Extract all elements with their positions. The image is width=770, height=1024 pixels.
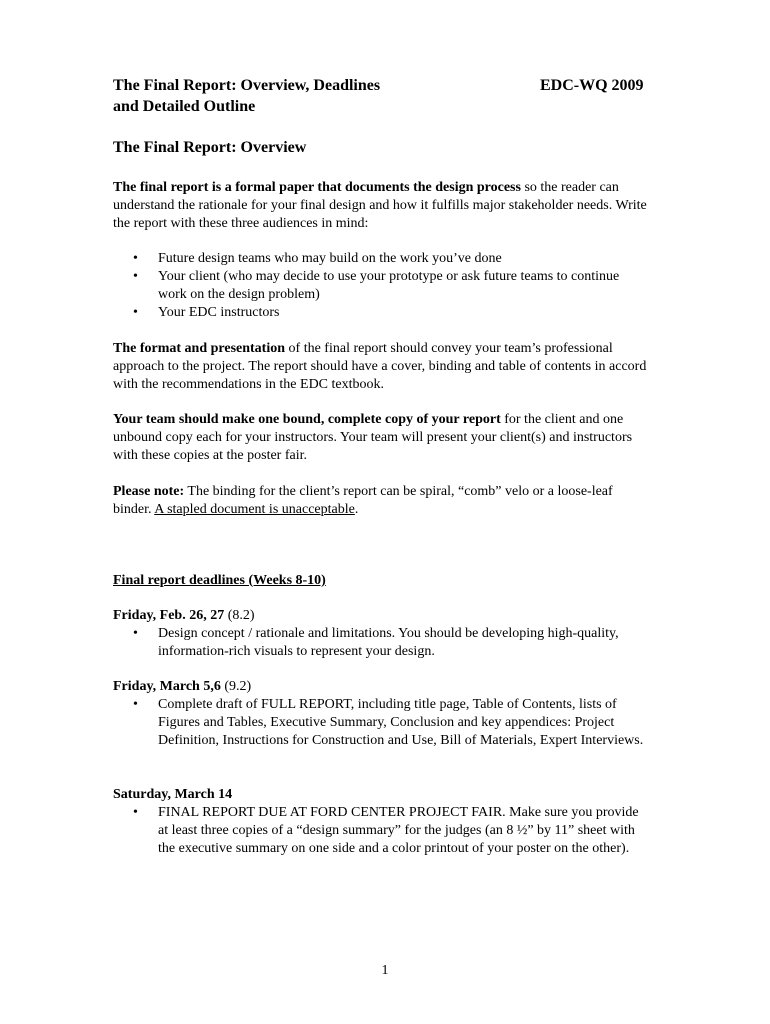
overview-paragraph-3 — [113, 411, 658, 465]
list-item: • Your client (who may decide to use your prototype or ask future teams to continue work on the design problem) — [113, 268, 633, 304]
deadline-tasks — [113, 696, 648, 750]
deadline-week: (8.2) — [224, 608, 255, 623]
list-item: • Future design teams who may build on the work you’ve done — [113, 250, 633, 268]
deadline-tasks — [113, 804, 648, 858]
p3-bold-text: Your team should make one bound, complete copy of your report — [113, 412, 501, 427]
title-line-1: The Final Report: Overview, Deadlines — [113, 77, 381, 94]
list-item: • Your EDC instructors — [113, 304, 633, 322]
deadline-date: Friday, Feb. 26, 27 — [113, 608, 225, 623]
document-title — [113, 75, 433, 117]
note-underlined-text: A stapled document is unacceptable — [154, 502, 355, 517]
deadline-date: Saturday, March 14 — [113, 787, 233, 802]
overview-heading: The Final Report: Overview — [113, 139, 307, 156]
overview-paragraph-1 — [113, 179, 658, 233]
note-label: Please note: — [113, 484, 185, 499]
deadlines-heading — [113, 572, 326, 590]
deadline-item-2 — [113, 678, 648, 750]
please-note — [113, 483, 648, 519]
deadlines-heading-text: Final report deadlines (Weeks 8-10) — [113, 573, 326, 588]
note-end: . — [354, 502, 359, 517]
p2-text: of the final report should convey your team’s professional approach to the project. The report should have a cover, binding and table of contents in accord with the recommendations in the EDC textbook. — [113, 341, 647, 392]
list-item: • FINAL REPORT DUE AT FORD CENTER PROJECT FAIR. Make sure you provide at least three copies of a “design summary” for the judges (an 8 ½” by 11” sheet with the executive summary on one side and a color printout of your poster on the other). — [113, 804, 648, 858]
note-text: The binding for the client’s report can be spiral, “comb” velo or a loose-leaf binder. — [113, 484, 613, 517]
deadline-tasks — [113, 625, 648, 661]
p3-text: for the client and one unbound copy each for your instructors. Your team will present your client(s) and instructors with these copies at the poster fair. — [113, 412, 633, 463]
list-item: • Complete draft of FULL REPORT, including title page, Table of Contents, lists of Figures and Tables, Executive Summary, Conclusion and key appendices: Project Definition, Instructions for Construction and Use, Bill of Materials, Expert Interviews. — [113, 696, 648, 750]
course-code: EDC-WQ 2009 — [540, 77, 644, 94]
p2-bold-text: The format and presentation — [113, 341, 286, 356]
list-item: • Design concept / rationale and limitations. You should be developing high-quality, information-rich visuals to represent your design. — [113, 625, 648, 661]
deadline-item-3 — [113, 786, 648, 858]
p1-bold-text: The final report is a formal paper that documents the design process — [113, 180, 521, 195]
deadline-item-1 — [113, 607, 648, 661]
deadline-week: (9.2) — [220, 679, 252, 694]
page-number: 1 — [381, 963, 389, 978]
deadline-date: Friday, March 5,6 — [113, 679, 221, 694]
audience-list — [113, 250, 633, 322]
title-line-2: and Detailed Outline — [113, 98, 256, 115]
p1-text: so the reader can understand the rationale for your final design and how it fulfills major stakeholder needs. Write the report with these three audiences in mind: — [113, 180, 647, 231]
overview-paragraph-2 — [113, 340, 658, 394]
